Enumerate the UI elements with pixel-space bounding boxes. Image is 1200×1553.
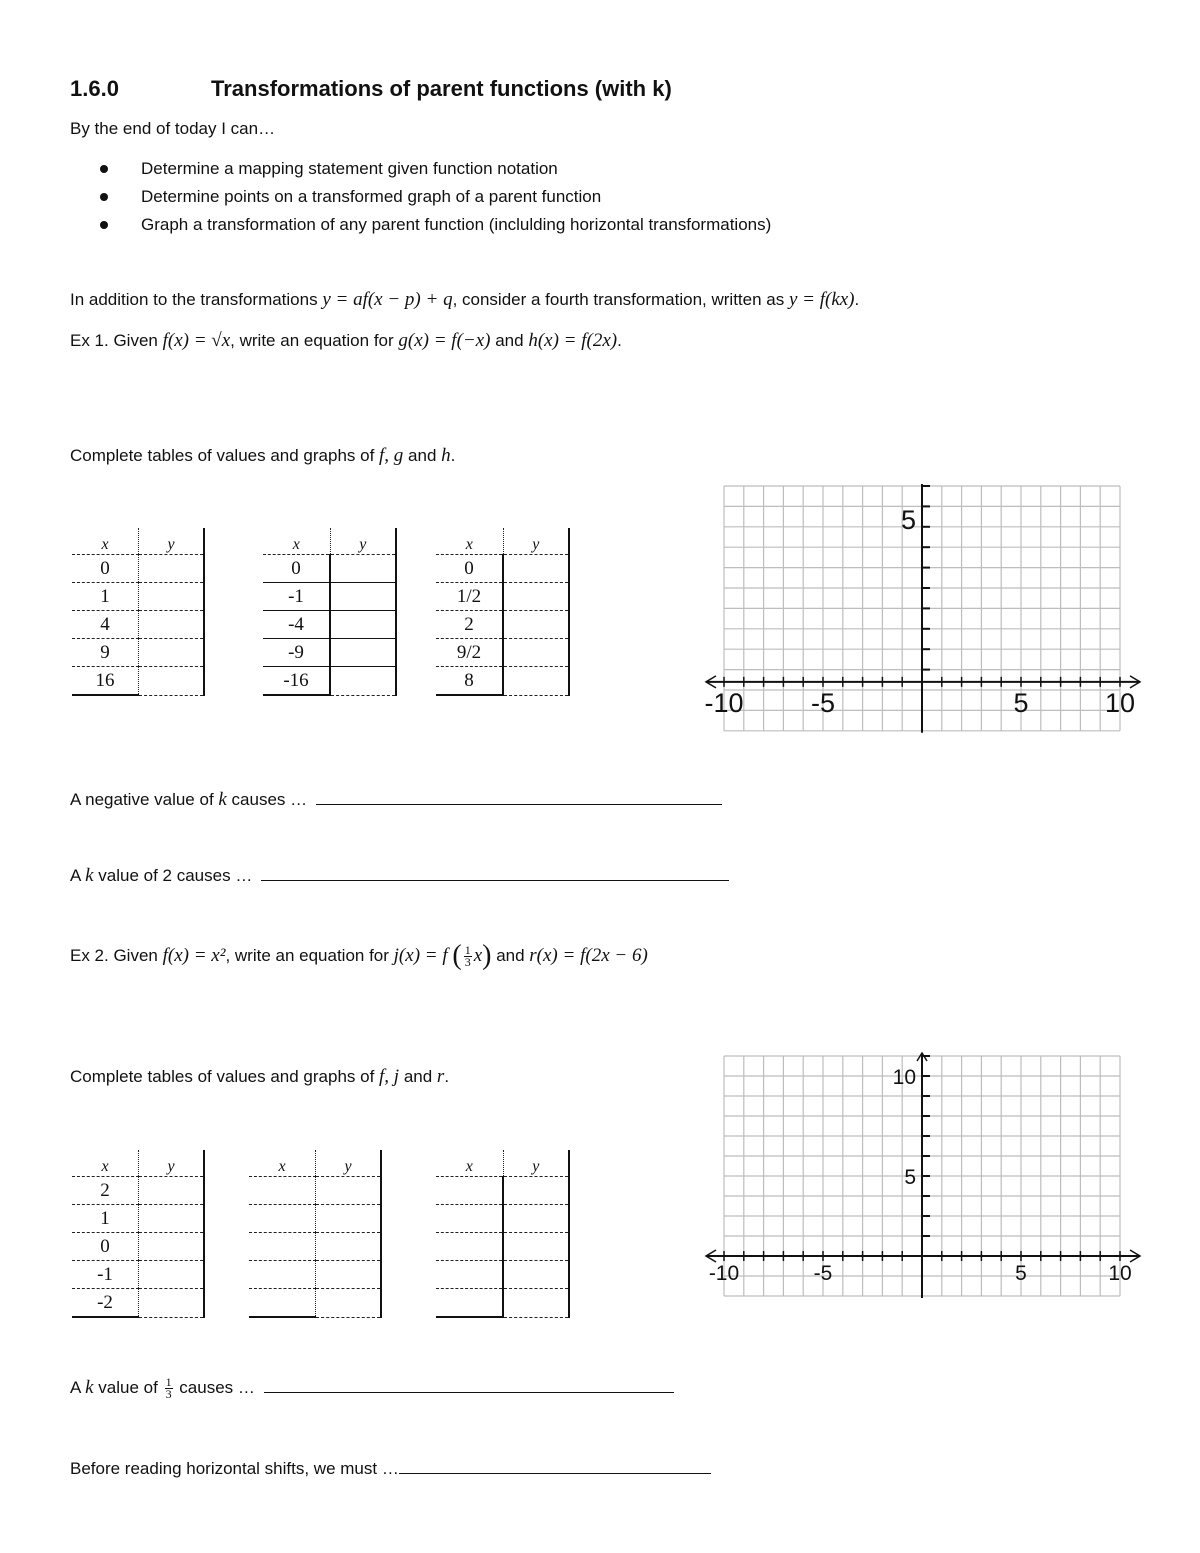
y-cell[interactable]: [503, 1177, 569, 1205]
x-header: x: [72, 528, 139, 555]
question-var: k: [218, 789, 227, 810]
x-tick-label: 5: [1013, 687, 1029, 718]
ex2-complete-instruction: [70, 1066, 449, 1088]
ex2-text: and: [491, 946, 530, 965]
fraction-denominator: 3: [165, 1387, 172, 1402]
instruction-var: r: [436, 1066, 445, 1087]
ex1-complete-instruction: [70, 445, 455, 467]
y-cell[interactable]: [139, 555, 205, 583]
ex2-lead: Ex 2. Given: [70, 946, 163, 965]
question-text: causes …: [226, 790, 312, 809]
ex1-table-f: [72, 528, 205, 696]
y-cell[interactable]: [503, 667, 569, 696]
x-cell: -2: [72, 1289, 139, 1318]
y-cell[interactable]: [316, 1261, 382, 1289]
ex1-text: .: [617, 331, 622, 350]
y-header: y: [503, 1150, 569, 1177]
x-tick-label: -5: [813, 1262, 833, 1285]
ex2-f-expr: f(x) = x²: [162, 945, 226, 966]
ex1-question-negative-k: [70, 788, 722, 811]
question-text: A: [70, 1378, 86, 1397]
page-title: Transformations of parent functions (with k): [211, 76, 672, 101]
x-cell: 2: [72, 1177, 139, 1205]
x-tick-label: 10: [1104, 687, 1136, 718]
x-cell[interactable]: [249, 1289, 316, 1318]
y-header: y: [503, 528, 569, 555]
y-cell[interactable]: [139, 1261, 205, 1289]
fraction: [165, 1377, 173, 1400]
objectives-list: [96, 156, 771, 240]
y-cell[interactable]: [139, 1205, 205, 1233]
y-tick-label: 10: [892, 1065, 916, 1089]
x-cell: 0: [72, 1233, 139, 1261]
y-cell[interactable]: [503, 583, 569, 611]
y-cell[interactable]: [503, 1261, 569, 1289]
y-cell[interactable]: [139, 583, 205, 611]
instruction-text: .: [444, 1067, 450, 1086]
x-cell[interactable]: [249, 1177, 316, 1205]
ex2-j-var: x: [473, 945, 483, 966]
y-cell[interactable]: [316, 1233, 382, 1261]
answer-blank[interactable]: [261, 864, 729, 881]
y-header: y: [139, 1150, 205, 1177]
y-cell[interactable]: [503, 639, 569, 667]
ex1-question-k-2: [70, 864, 729, 887]
x-cell[interactable]: [249, 1233, 316, 1261]
instruction-vars: f, g: [379, 445, 404, 466]
ex2-question-horizontal-shifts: [70, 1457, 711, 1479]
x-cell: 8: [436, 667, 503, 696]
x-cell[interactable]: [436, 1289, 503, 1318]
question-text: A: [70, 866, 86, 885]
y-cell[interactable]: [139, 1177, 205, 1205]
x-cell: 9/2: [436, 639, 503, 667]
answer-blank[interactable]: [264, 1376, 674, 1393]
y-cell[interactable]: [139, 1233, 205, 1261]
intro-text: .: [854, 290, 860, 309]
x-cell: -9: [263, 639, 330, 667]
y-cell[interactable]: [503, 555, 569, 583]
ex2-prompt: Ex 2. Given f(x) = x², write an equation for j(x) = f ( $\frac{1}{3}$ x) and r(x) = f(2x − 6): [70, 940, 648, 971]
answer-blank[interactable]: [316, 788, 722, 805]
objective-item: Determine points on a transformed graph of a parent function: [96, 184, 771, 212]
y-header: y: [330, 528, 396, 555]
question-text: value of: [93, 1378, 163, 1397]
y-cell[interactable]: [503, 1233, 569, 1261]
instruction-var: h: [441, 445, 451, 466]
x-header: x: [249, 1150, 316, 1177]
y-cell[interactable]: [330, 611, 396, 639]
y-cell[interactable]: [503, 1205, 569, 1233]
ex1-h-expr: h(x) = f(2x): [528, 330, 618, 351]
y-cell[interactable]: [330, 583, 396, 611]
ex1-f-expr: f(x) = √x: [162, 330, 231, 351]
x-cell: 4: [72, 611, 139, 639]
fraction: [464, 945, 472, 968]
x-cell: 1: [72, 1205, 139, 1233]
ex2-table-r: [436, 1150, 570, 1318]
y-cell[interactable]: [139, 611, 205, 639]
x-cell: -1: [72, 1261, 139, 1289]
ex2-r-expr: r(x) = f(2x − 6): [529, 945, 648, 966]
x-tick-label: -10: [708, 1262, 740, 1285]
intro-text: In addition to the transformations: [70, 290, 323, 309]
objectives-intro: By the end of today I can…: [70, 119, 276, 138]
x-tick-label: 10: [1108, 1262, 1132, 1285]
y-cell[interactable]: [316, 1289, 382, 1318]
question-text: value of 2 causes …: [93, 866, 258, 885]
instruction-text: Complete tables of values and graphs of: [70, 446, 380, 465]
y-cell[interactable]: [139, 667, 205, 696]
y-cell[interactable]: [316, 1205, 382, 1233]
fraction-numerator: 1: [464, 943, 471, 958]
y-cell[interactable]: [503, 611, 569, 639]
y-cell[interactable]: [503, 1289, 569, 1318]
question-text: causes …: [174, 1378, 260, 1397]
y-tick-label: 5: [900, 504, 916, 535]
x-cell[interactable]: [436, 1205, 503, 1233]
x-cell[interactable]: [249, 1205, 316, 1233]
x-cell: 1: [72, 583, 139, 611]
answer-blank[interactable]: [399, 1457, 711, 1474]
objective-item: Determine a mapping statement given function notation: [96, 156, 771, 184]
instruction-text: and: [399, 1067, 437, 1086]
x-cell: 2: [436, 611, 503, 639]
ex2-question-k-third: [70, 1376, 674, 1400]
y-tick-label: 5: [904, 1165, 916, 1189]
x-header: x: [436, 528, 503, 555]
x-cell: -4: [263, 611, 330, 639]
x-cell: 0: [436, 555, 503, 583]
intro-line: [70, 289, 859, 311]
ex2-text: , write an equation for: [225, 946, 394, 965]
intro-expr-transform: y = af(x − p) + q: [322, 289, 453, 310]
ex2-j-expr: j(x) = f: [393, 945, 453, 966]
question-var: k: [85, 1377, 94, 1398]
x-cell: 16: [72, 667, 139, 696]
x-cell: -1: [263, 583, 330, 611]
y-cell[interactable]: [316, 1177, 382, 1205]
section-number: 1.6.0: [70, 76, 119, 101]
x-cell[interactable]: [436, 1233, 503, 1261]
question-text: Before reading horizontal shifts, we must …: [70, 1459, 399, 1478]
x-cell[interactable]: [249, 1261, 316, 1289]
x-tick-label: 5: [1015, 1262, 1027, 1285]
y-header: y: [316, 1150, 382, 1177]
fraction-numerator: 1: [165, 1375, 172, 1390]
intro-text: , consider a fourth transformation, written as: [452, 290, 789, 309]
x-cell: 1/2: [436, 583, 503, 611]
instruction-text: .: [450, 446, 456, 465]
ex2-table-f: [72, 1150, 205, 1318]
x-cell[interactable]: [436, 1177, 503, 1205]
ex1-g-expr: g(x) = f(−x): [398, 330, 491, 351]
y-cell[interactable]: [330, 639, 396, 667]
x-header: x: [263, 528, 330, 555]
ex1-table-h: [436, 528, 570, 696]
ex2-table-j: [249, 1150, 382, 1318]
question-var: k: [85, 865, 94, 886]
x-cell: 0: [72, 555, 139, 583]
x-cell: 0: [263, 555, 330, 583]
x-header: x: [72, 1150, 139, 1177]
ex1-lead: Ex 1. Given: [70, 331, 163, 350]
ex1-coordinate-grid[interactable]: [700, 480, 1150, 735]
objective-item: Graph a transformation of any parent function (inclulding horizontal transformations): [96, 212, 771, 240]
ex1-text: , write an equation for: [230, 331, 399, 350]
ex1-prompt: [70, 330, 622, 352]
instruction-text: Complete tables of values and graphs of: [70, 1067, 380, 1086]
x-header: x: [436, 1150, 503, 1177]
x-cell[interactable]: [436, 1261, 503, 1289]
instruction-text: and: [403, 446, 442, 465]
instruction-vars: f, j: [379, 1066, 400, 1087]
ex2-coordinate-grid[interactable]: [700, 1050, 1150, 1305]
x-cell: -16: [263, 667, 330, 696]
y-cell[interactable]: [139, 639, 205, 667]
y-cell[interactable]: [330, 555, 396, 583]
ex1-table-g: [263, 528, 397, 696]
y-header: y: [139, 528, 205, 555]
question-text: A negative value of: [70, 790, 219, 809]
y-cell[interactable]: [139, 1289, 205, 1318]
x-tick-label: -5: [810, 687, 836, 718]
fraction-denominator: 3: [464, 955, 471, 970]
x-cell: 9: [72, 639, 139, 667]
ex1-text: and: [490, 331, 529, 350]
y-cell[interactable]: [330, 667, 396, 696]
intro-expr-kx: y = f(kx): [788, 289, 855, 310]
x-tick-label: -10: [704, 687, 744, 718]
